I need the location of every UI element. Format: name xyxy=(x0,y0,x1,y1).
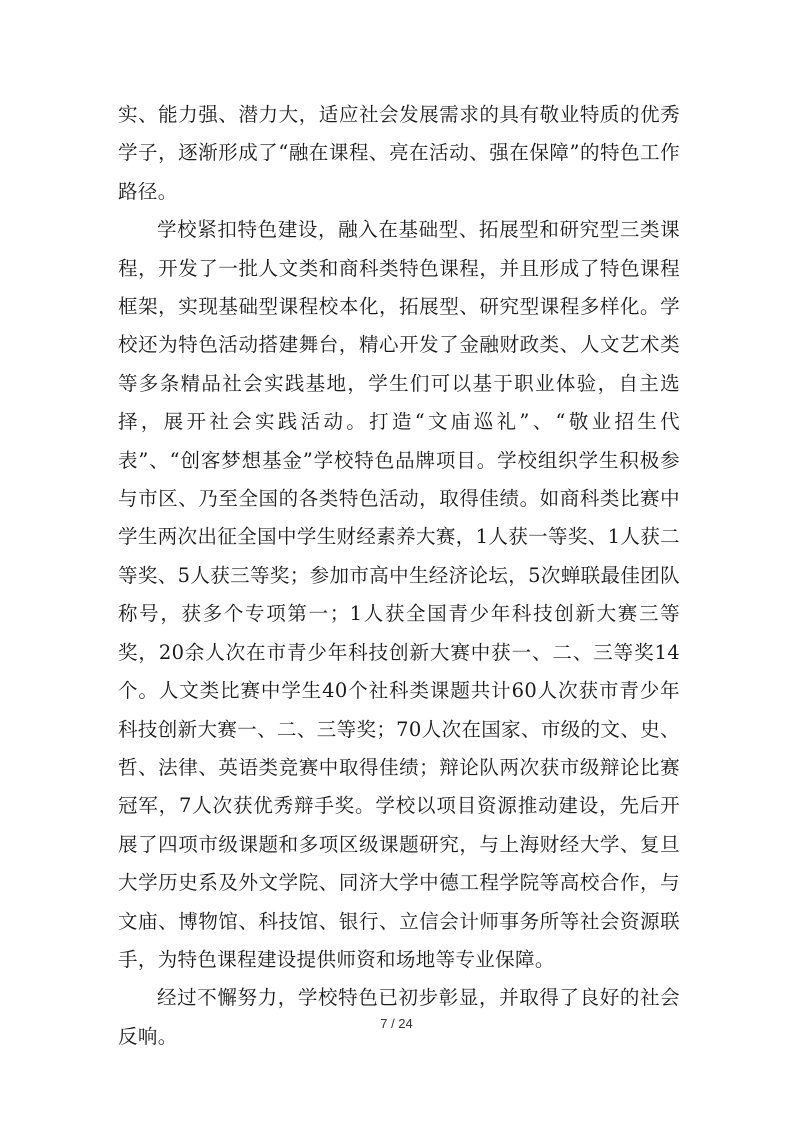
paragraph-conclusion: 经过不懈努力，学校特色已初步彰显，并取得了良好的社会反响。 xyxy=(118,986,680,1048)
paragraph-curriculum-activities: 学校紧扣特色建设，融入在基础型、拓展型和研究型三类课程，开发了一批人文类和商科类特色课程，并且形成了特色课程框架，实现基础型课程校本化，拓展型、研究型课程多样化。学校还为特色活动搭建舞台，精心开发了金融财政类、人文艺术类等多条精品社会实践基地，学生们可以基于职业体验，自主选择，展开社会实践活动。打造“文庙巡礼”、“敬业招生代表”、“创客梦想基金”学校特色品牌项目。学校组织学生积极参与市区、乃至全国的各类特色活动，取得佳绩。如商科类比赛中学生两次出征全国中学生财经素养大赛，1人获一等奖、1人获二等奖、5人获三等奖；参加市高中生经济论坛，5次蝉联最佳团队称号，获多个专项第一；1人获全国青少年科技创新大赛三等奖，20余人次在市青少年科技创新大赛中获一、二、三等奖14个。人文类比赛中学生40个社科类课题共计60人次获市青少年科技创新大赛一、二、三等奖；70人次在国家、市级的文、史、哲、法律、英语类竞赛中取得佳绩；辩论队两次获市级辩论比赛冠军，7人次获优秀辩手奖。学校以项目资源推动建设，先后开展了四项市级课题和多项区级课题研究，与上海财经大学、复旦大学历史系及外文学院、同济大学中德工程学院等高校合作，与文庙、博物馆、科技馆、银行、立信会计师事务所等社会资源联手，为特色课程建设提供师资和场地等专业保障。 xyxy=(118,218,680,971)
body-text xyxy=(118,96,680,1056)
page-number: 7 / 24 xyxy=(380,1016,413,1031)
paragraph-continuation: 实、能力强、潜力大，适应社会发展需求的具有敬业特质的优秀学子，逐渐形成了“融在课程、亮在活动、强在保障”的特色工作路径。 xyxy=(118,103,680,203)
